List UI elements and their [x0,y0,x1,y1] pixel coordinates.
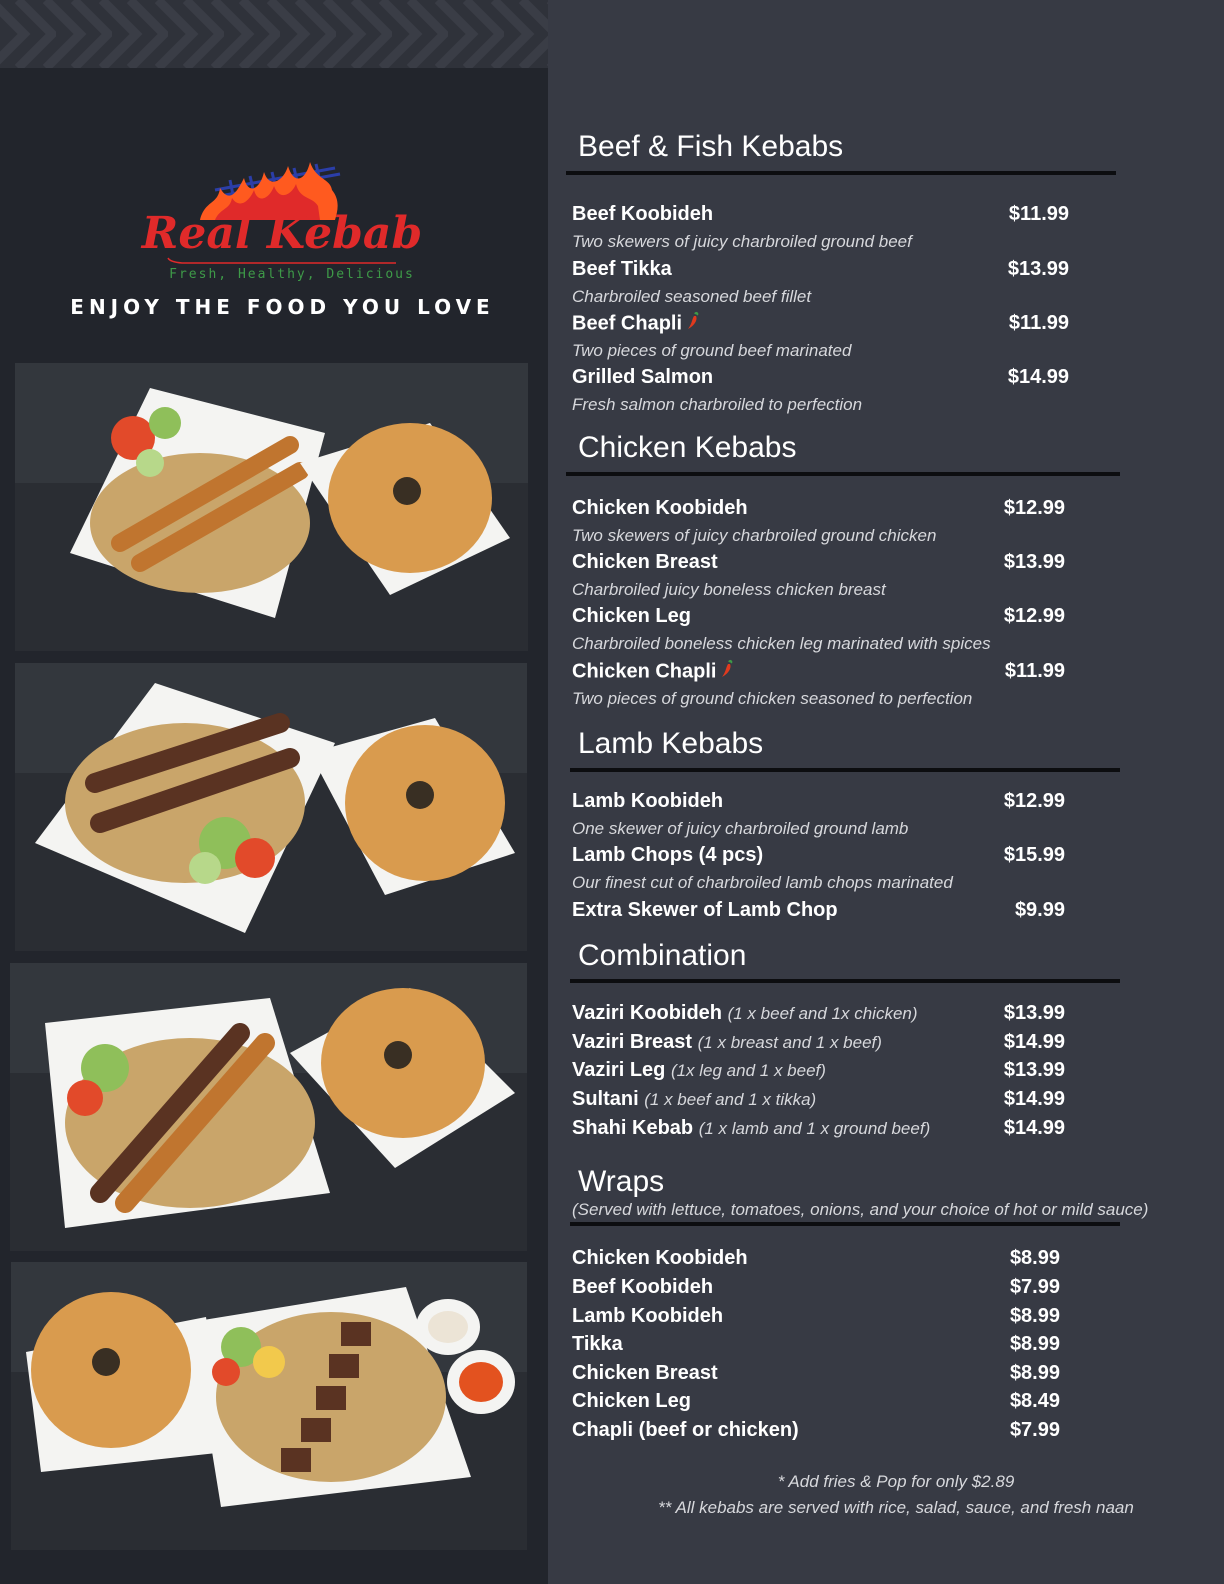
menu-item-name: Grilled Salmon [572,366,714,388]
beef-koobideh-photo [15,663,527,951]
section-title-beef-fish: Beef & Fish Kebabs [578,130,844,163]
header-pattern [0,0,548,68]
menu-item-name [572,312,700,336]
menu-item-desc: Charbroiled boneless chicken leg marinated with spices [572,634,991,653]
menu-item-name: Chicken Breast [572,1362,718,1384]
menu-item-name: Beef Koobideh [572,1276,714,1298]
section-divider [566,472,1120,476]
menu-item-label: Shahi Kebab [572,1117,694,1139]
menu-item-note: (1x leg and 1 x beef) [670,1061,826,1080]
menu-item-name: Chicken Koobideh [572,1247,748,1269]
menu-item-name: Beef Koobideh [572,203,714,225]
right-panel [548,0,1224,1584]
section-divider [566,171,1116,175]
menu-item-price: $14.99 [1003,1088,1065,1110]
menu-item-price: $13.99 [1007,258,1069,280]
menu-item-name: Chicken Leg [572,605,691,627]
menu-item-desc: Charbroiled seasoned beef fillet [572,287,812,306]
menu-item-price: $8.99 [1009,1305,1060,1327]
menu-item-note: (1 x beef and 1x chicken) [727,1004,918,1023]
menu-item-name: Beef Tikka [572,258,672,280]
menu-item-desc: Charbroiled juicy boneless chicken breast [572,580,886,599]
menu-item-price: $7.99 [1009,1276,1060,1298]
menu-item-price: $9.99 [1014,899,1065,921]
menu-item-label: Beef Chapli [572,312,683,335]
chili-pepper-icon [720,660,734,684]
left-panel [0,0,548,1584]
menu-item-desc: One skewer of juicy charbroiled ground lamb [572,819,909,838]
menu-item-desc: Two skewers of juicy charbroiled ground beef [572,232,912,251]
section-title-wraps: Wraps [578,1165,665,1198]
menu-item-price: $14.99 [1003,1117,1065,1139]
section-title-lamb: Lamb Kebabs [578,727,764,760]
menu-item-desc: Two skewers of juicy charbroiled ground chicken [572,526,937,545]
logo-wordmark: Real Kebab [141,208,423,259]
menu-item-price: $8.99 [1009,1362,1060,1384]
menu-item-name: Chicken Breast [572,551,718,573]
menu-item-name: Extra Skewer of Lamb Chop [572,899,838,921]
logo-slogan: Fresh, Healthy, Delicious [169,267,415,282]
menu-item-label: Vaziri Leg [572,1059,666,1081]
tagline: ENJOY THE FOOD YOU LOVE [70,295,495,319]
menu-item-name: Chapli (beef or chicken) [572,1419,799,1441]
footnote-fries-pop: * Add fries & Pop for only $2.89 [777,1472,1015,1491]
menu-item-desc: Two pieces of ground chicken seasoned to perfection [572,689,973,708]
menu-item-price: $11.99 [1008,312,1069,334]
section-title-combination: Combination [578,939,747,972]
menu-item-name: Lamb Koobideh [572,790,724,812]
menu-item-name: Chicken Leg [572,1390,691,1412]
menu-item-name [572,1117,930,1140]
menu-item-desc: Our finest cut of charbroiled lamb chops marinated [572,873,953,892]
menu-item-desc: Fresh salmon charbroiled to perfection [572,395,863,414]
menu-item-label: Sultani [572,1088,639,1110]
chili-pepper-icon [686,312,700,336]
wraps-subtitle: (Served with lettuce, tomatoes, onions, and your choice of hot or mild sauce) [572,1200,1149,1219]
menu-item-note: (1 x beef and 1 x tikka) [644,1090,817,1109]
menu-item-name [572,660,734,684]
brand-logo [141,150,423,285]
menu-item-name [572,1002,918,1025]
menu-item-price: $15.99 [1003,844,1065,866]
combination-photo [10,963,527,1251]
menu-item-desc: Two pieces of ground beef marinated [572,341,852,360]
menu-item-name: Lamb Chops (4 pcs) [572,844,764,866]
menu-item-label: Vaziri Koobideh [572,1002,723,1024]
menu-item-price: $12.99 [1003,790,1065,812]
menu-item-price: $14.99 [1007,366,1069,388]
menu-item-price: $7.99 [1009,1419,1060,1441]
menu-item-price: $12.99 [1003,497,1065,519]
menu-item-note: (1 x lamb and 1 x ground beef) [698,1119,931,1138]
menu-item-name [572,1031,882,1054]
menu-item-price: $12.99 [1003,605,1065,627]
menu-item-name [572,1088,816,1111]
menu-item-label: Chicken Chapli [572,660,717,683]
menu-item-price: $8.99 [1009,1333,1060,1355]
menu-item-label: Vaziri Breast [572,1031,693,1053]
menu-item-price: $13.99 [1003,1059,1065,1081]
menu-item-price: $11.99 [1008,203,1069,225]
menu-item-price: $14.99 [1003,1031,1065,1053]
menu-item-price: $11.99 [1004,660,1065,682]
menu-item-name: Tikka [572,1333,623,1355]
section-divider [570,768,1120,772]
menu-item-note: (1 x breast and 1 x beef) [697,1033,882,1052]
menu-item-price: $8.49 [1009,1390,1060,1412]
menu-item-price: $13.99 [1003,551,1065,573]
section-divider [570,1222,1120,1226]
section-title-chicken: Chicken Kebabs [578,431,797,464]
section-divider [570,979,1120,983]
footnote-kebabs-served: ** All kebabs are served with rice, salad, sauce, and fresh naan [658,1498,1134,1517]
chicken-koobideh-photo [15,363,528,651]
menu-item-price: $8.99 [1009,1247,1060,1269]
lamb-chops-photo [11,1262,527,1550]
menu-item-name [572,1059,826,1082]
menu-item-name: Chicken Koobideh [572,497,748,519]
menu-item-name: Lamb Koobideh [572,1305,724,1327]
menu-item-price: $13.99 [1003,1002,1065,1024]
